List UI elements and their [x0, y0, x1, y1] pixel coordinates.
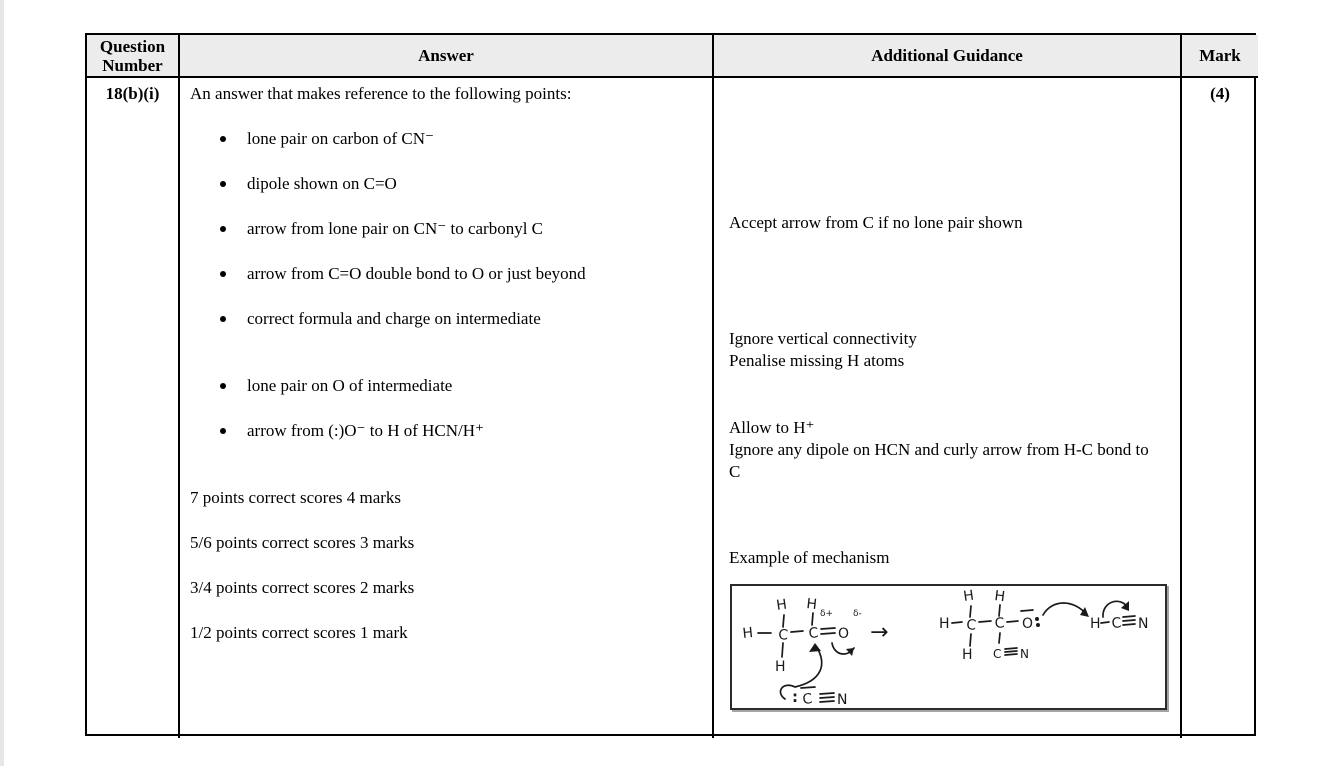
atom-h: H — [775, 596, 788, 614]
answer-bullet — [220, 263, 586, 285]
header-mark: Mark — [1182, 35, 1258, 78]
atom-c: C — [777, 627, 789, 644]
header-additional-guidance: Additional Guidance — [714, 35, 1182, 78]
guidance-allow-1: Allow to H⁺ — [729, 418, 815, 437]
scoring-line: 7 points correct scores 4 marks — [190, 488, 402, 507]
bullet-icon — [220, 271, 226, 277]
atom-n: N — [1020, 647, 1029, 661]
guidance-ignore-2: Penalise missing H atoms — [729, 351, 905, 370]
atom-c: C — [1110, 615, 1123, 632]
bullet-icon — [220, 136, 226, 142]
bullet-text: arrow from C=O double bond to O or just beyond — [247, 264, 586, 283]
bullet-text: lone pair on carbon of CN⁻ — [247, 129, 434, 148]
atom-h: H — [805, 596, 818, 614]
scoring-line: 1/2 points correct scores 1 mark — [190, 623, 408, 642]
header-answer: Answer — [180, 35, 714, 78]
guidance-accept: Accept arrow from C if no lone pair shown — [729, 213, 1023, 232]
bullet-text: arrow from lone pair on CN⁻ to carbonyl C — [247, 219, 544, 238]
guidance-ignore-1: Ignore vertical connectivity — [729, 329, 917, 348]
lone-pair-dots: : — [792, 688, 798, 706]
bullet-icon — [220, 226, 226, 232]
atom-n: N — [1138, 616, 1149, 632]
bullet-icon — [220, 383, 226, 389]
atom-h: H — [741, 624, 754, 642]
answer-bullet — [220, 308, 541, 330]
delta-minus-label: δ- — [853, 609, 862, 619]
atom-h: H — [962, 587, 975, 605]
atom-c: C — [801, 691, 814, 708]
answer-bullet — [220, 173, 397, 195]
answer-cell — [180, 78, 714, 738]
scoring-line: 3/4 points correct scores 2 marks — [190, 578, 415, 597]
mechanism-sketch — [732, 586, 1165, 708]
atom-c: C — [965, 617, 977, 634]
answer-intro: An answer that makes reference to the following points: — [190, 84, 572, 103]
answer-bullet — [220, 128, 434, 150]
atom-h: H — [939, 616, 950, 632]
atom-n: N — [837, 692, 848, 708]
page-edge-line — [0, 0, 4, 766]
atom-c: C — [807, 625, 820, 642]
bullet-text: dipole shown on C=O — [247, 174, 397, 193]
markscheme-table — [85, 33, 1256, 736]
delta-plus-label: δ+ — [820, 609, 834, 619]
guidance-example-label: Example of mechanism — [729, 548, 890, 567]
mark-cell: (4) — [1210, 84, 1230, 103]
guidance-allow-2: Ignore any dipole on HCN and curly arrow from H-C bond to C — [729, 440, 1149, 481]
answer-bullet — [220, 218, 543, 240]
atom-h: H — [1090, 616, 1101, 632]
bullet-text: correct formula and charge on intermediate — [247, 309, 541, 328]
bullet-icon — [220, 316, 226, 322]
bullet-icon — [220, 181, 226, 187]
guidance-cell — [714, 78, 1182, 738]
bullet-text: arrow from (:)O⁻ to H of HCN/H⁺ — [247, 421, 485, 440]
atom-h: H — [775, 659, 786, 675]
question-number-cell: 18(b)(i) — [87, 78, 180, 738]
atom-c: C — [993, 647, 1002, 661]
atom-h: H — [993, 588, 1006, 606]
scoring-line: 5/6 points correct scores 3 marks — [190, 533, 415, 552]
atom-o: O — [1022, 616, 1034, 632]
header-question-number: Question Number — [87, 35, 180, 78]
bullet-icon — [220, 428, 226, 434]
bullet-text: lone pair on O of intermediate — [247, 376, 453, 395]
atom-c: C — [994, 615, 1006, 632]
mechanism-sketch-box — [730, 584, 1167, 710]
atom-h: H — [962, 647, 973, 663]
answer-bullet — [220, 375, 452, 397]
answer-bullet — [220, 420, 484, 442]
atom-o: O — [838, 626, 850, 642]
reaction-arrow: → — [870, 620, 889, 645]
